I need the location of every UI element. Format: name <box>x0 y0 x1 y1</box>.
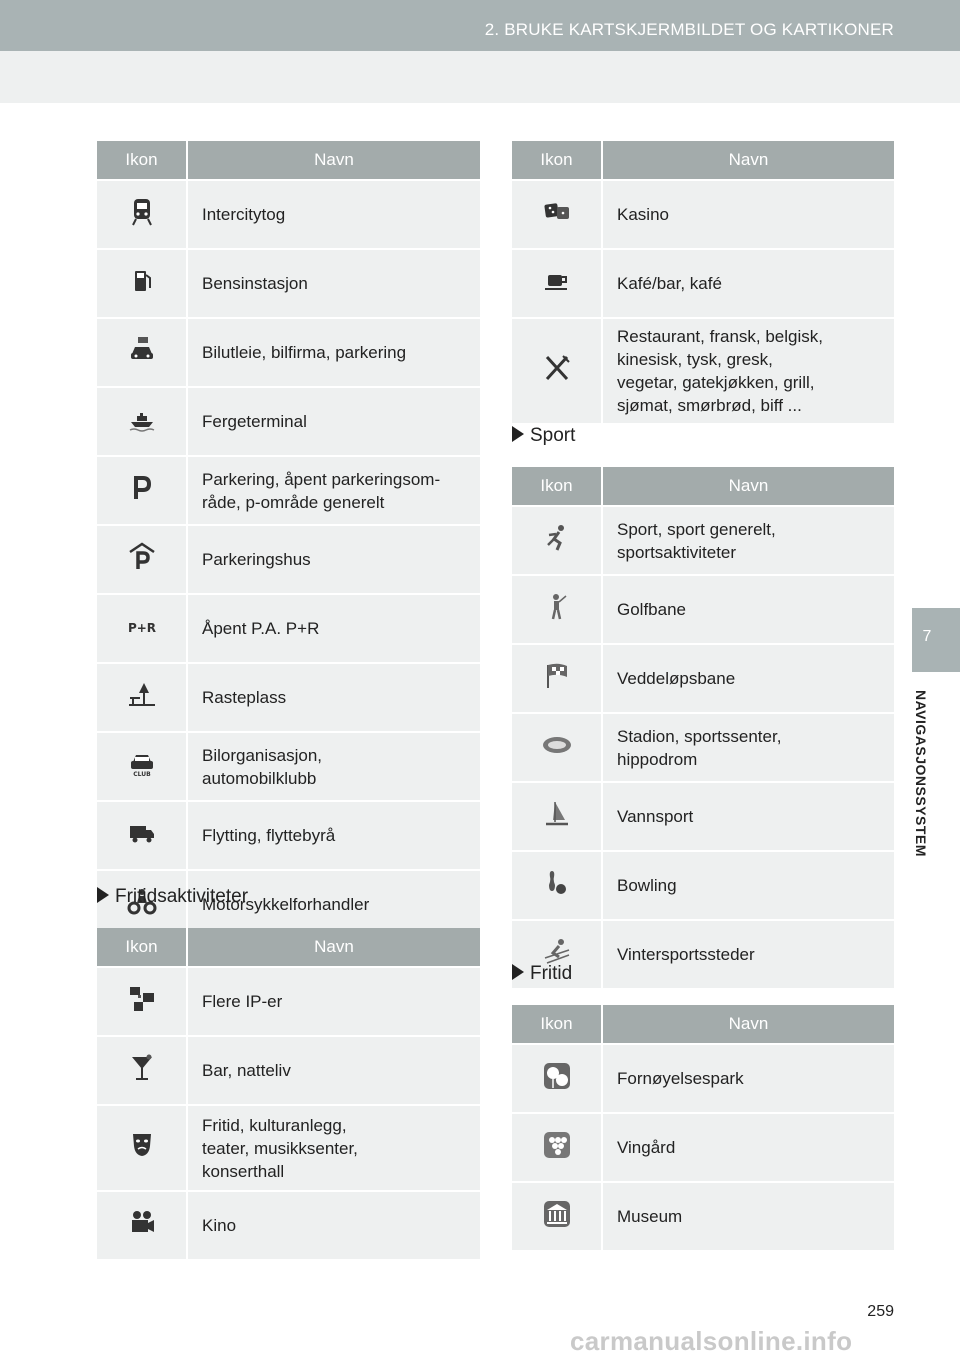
car-club-icon <box>126 748 158 780</box>
icon-cell <box>97 524 188 593</box>
park-and-ride-icon <box>126 610 158 642</box>
table-row <box>512 1181 894 1250</box>
icon-cell <box>97 248 188 317</box>
grapes-icon <box>541 1129 573 1161</box>
section-title: Sport <box>530 425 576 446</box>
page-number: 259 <box>867 1303 894 1320</box>
name-cell: Intercitytog <box>188 179 480 248</box>
name-cell: Bilutleie, bilfirma, parkering <box>188 317 480 386</box>
table-row <box>512 179 894 248</box>
table-row <box>97 966 480 1035</box>
name-cell: Restaurant, fransk, belgisk, kinesisk, tysk, gresk, vegetar, gatekjøkken, grill, sjømat, smørbrød, biff ... <box>603 317 894 423</box>
side-label-wrap <box>913 690 943 900</box>
name-cell: Fergeterminal <box>188 386 480 455</box>
moving-truck-icon <box>126 817 158 849</box>
name-cell: Flere IP-er <box>188 966 480 1035</box>
icon-cell <box>97 1104 188 1190</box>
table-row <box>512 1112 894 1181</box>
bowling-icon <box>541 867 573 899</box>
museum-icon <box>541 1198 573 1230</box>
chapter-number: 7 <box>922 628 932 645</box>
amusement-park-icon <box>541 1060 573 1092</box>
name-cell: Vintersportssteder <box>603 919 894 988</box>
table-row <box>97 317 480 386</box>
icon-table-leisure <box>512 1005 894 1250</box>
cocktail-icon <box>126 1052 158 1084</box>
name-cell: Fornøyelsespark <box>603 1043 894 1112</box>
icon-cell <box>512 1112 603 1181</box>
header-name: Navn <box>603 467 894 505</box>
name-cell: Vingård <box>603 1112 894 1181</box>
multiple-poi-icon <box>126 983 158 1015</box>
header-band <box>0 51 960 103</box>
table-row <box>97 386 480 455</box>
name-cell: Fritid, kulturanlegg, teater, musikksenter, konserthall <box>188 1104 480 1190</box>
icon-cell <box>97 1190 188 1259</box>
icon-cell <box>512 781 603 850</box>
table-row <box>512 1043 894 1112</box>
icon-cell <box>512 179 603 248</box>
car-rental-icon <box>126 334 158 366</box>
section-heading-fritid <box>512 963 572 985</box>
name-cell: Veddeløpsbane <box>603 643 894 712</box>
icon-cell <box>97 593 188 662</box>
restaurant-cutlery-icon <box>541 352 573 384</box>
table-row <box>512 574 894 643</box>
icon-cell <box>97 1035 188 1104</box>
svg-text:CLUB: CLUB <box>132 770 151 778</box>
coffee-cup-icon <box>541 265 573 297</box>
triangle-bullet-icon <box>512 426 524 442</box>
icon-cell <box>512 248 603 317</box>
icon-cell <box>97 662 188 731</box>
table-row <box>97 593 480 662</box>
icon-cell <box>97 731 188 800</box>
table-row <box>97 800 480 869</box>
header-name: Navn <box>603 141 894 179</box>
table-row <box>512 643 894 712</box>
svg-text:P+R: P+R <box>127 620 156 635</box>
table-row <box>97 662 480 731</box>
table-row <box>97 1035 480 1104</box>
header-name: Navn <box>188 928 480 966</box>
table-row <box>97 179 480 248</box>
chapter-tab <box>912 608 960 672</box>
section-heading-fritidsaktiviteter <box>97 886 248 908</box>
header-name: Navn <box>188 141 480 179</box>
header-icon: Ikon <box>97 141 188 179</box>
icon-cell <box>512 643 603 712</box>
icon-table-sport <box>512 467 894 988</box>
table-row <box>512 712 894 781</box>
icon-cell <box>512 850 603 919</box>
section-heading-sport <box>512 425 575 447</box>
side-label: NAVIGASJONSSYSTEM <box>913 690 929 857</box>
table-row <box>97 524 480 593</box>
name-cell: Flytting, flyttebyrå <box>188 800 480 869</box>
name-cell: Bar, natteliv <box>188 1035 480 1104</box>
name-cell: Kino <box>188 1190 480 1259</box>
train-icon <box>126 196 158 228</box>
watermark: carmanualsonline.info <box>570 1326 853 1356</box>
icon-table-food <box>512 141 894 423</box>
name-cell: Vannsport <box>603 781 894 850</box>
theatre-mask-icon <box>126 1129 158 1161</box>
section-title: Fritidsaktiviteter <box>115 886 249 907</box>
table-row <box>97 1190 480 1259</box>
icon-cell <box>97 800 188 869</box>
icon-table-transport <box>97 141 480 938</box>
table-row <box>512 317 894 423</box>
race-flag-icon <box>541 660 573 692</box>
name-cell: Sport, sport generelt, sportsaktiviteter <box>603 505 894 574</box>
icon-cell <box>512 505 603 574</box>
name-cell: Åpent P.A. P+R <box>188 593 480 662</box>
icon-table-leisure-activities <box>97 928 480 1259</box>
windsurf-icon <box>541 798 573 830</box>
name-cell: Parkering, åpent parkeringsom- råde, p-område generelt <box>188 455 480 524</box>
ferry-icon <box>126 403 158 435</box>
icon-cell <box>512 574 603 643</box>
table-row <box>512 248 894 317</box>
table-row <box>97 731 480 800</box>
section-title: Fritid <box>530 963 573 984</box>
golfer-icon <box>541 591 573 623</box>
icon-cell <box>512 1043 603 1112</box>
parking-garage-icon <box>126 541 158 573</box>
icon-cell <box>512 1181 603 1250</box>
name-cell: Motorsykkelforhandler <box>188 869 480 938</box>
name-cell: Bowling <box>603 850 894 919</box>
name-cell: Rasteplass <box>188 662 480 731</box>
name-cell: Kasino <box>603 179 894 248</box>
name-cell: Golfbane <box>603 574 894 643</box>
header-icon: Ikon <box>512 1005 603 1043</box>
table-row <box>97 455 480 524</box>
header-icon: Ikon <box>512 141 603 179</box>
icon-cell <box>97 455 188 524</box>
fuel-pump-icon <box>126 265 158 297</box>
icon-cell <box>97 386 188 455</box>
name-cell: Parkeringshus <box>188 524 480 593</box>
header-icon: Ikon <box>512 467 603 505</box>
name-cell: Bensinstasjon <box>188 248 480 317</box>
table-row <box>97 248 480 317</box>
sport-runner-icon <box>541 522 573 554</box>
name-cell: Kafé/bar, kafé <box>603 248 894 317</box>
name-cell: Bilorganisasjon, automobilklubb <box>188 731 480 800</box>
triangle-bullet-icon <box>97 887 109 903</box>
icon-cell <box>512 712 603 781</box>
header-bar <box>0 0 960 51</box>
rest-area-icon <box>126 679 158 711</box>
icon-cell <box>97 179 188 248</box>
movie-camera-icon <box>126 1207 158 1239</box>
name-cell: Stadion, sportssenter, hippodrom <box>603 712 894 781</box>
casino-dice-icon <box>541 196 573 228</box>
icon-cell <box>97 966 188 1035</box>
stadium-icon <box>541 729 573 761</box>
header-icon: Ikon <box>97 928 188 966</box>
chapter-title: 2. BRUKE KARTSKJERMBILDET OG KARTIKONER <box>484 20 894 39</box>
header-name: Navn <box>603 1005 894 1043</box>
triangle-bullet-icon <box>512 964 524 980</box>
table-row <box>512 781 894 850</box>
table-row <box>97 1104 480 1190</box>
parking-icon <box>126 472 158 504</box>
name-cell: Museum <box>603 1181 894 1250</box>
table-row <box>512 850 894 919</box>
table-row <box>512 505 894 574</box>
icon-cell <box>97 317 188 386</box>
icon-cell <box>512 317 603 423</box>
